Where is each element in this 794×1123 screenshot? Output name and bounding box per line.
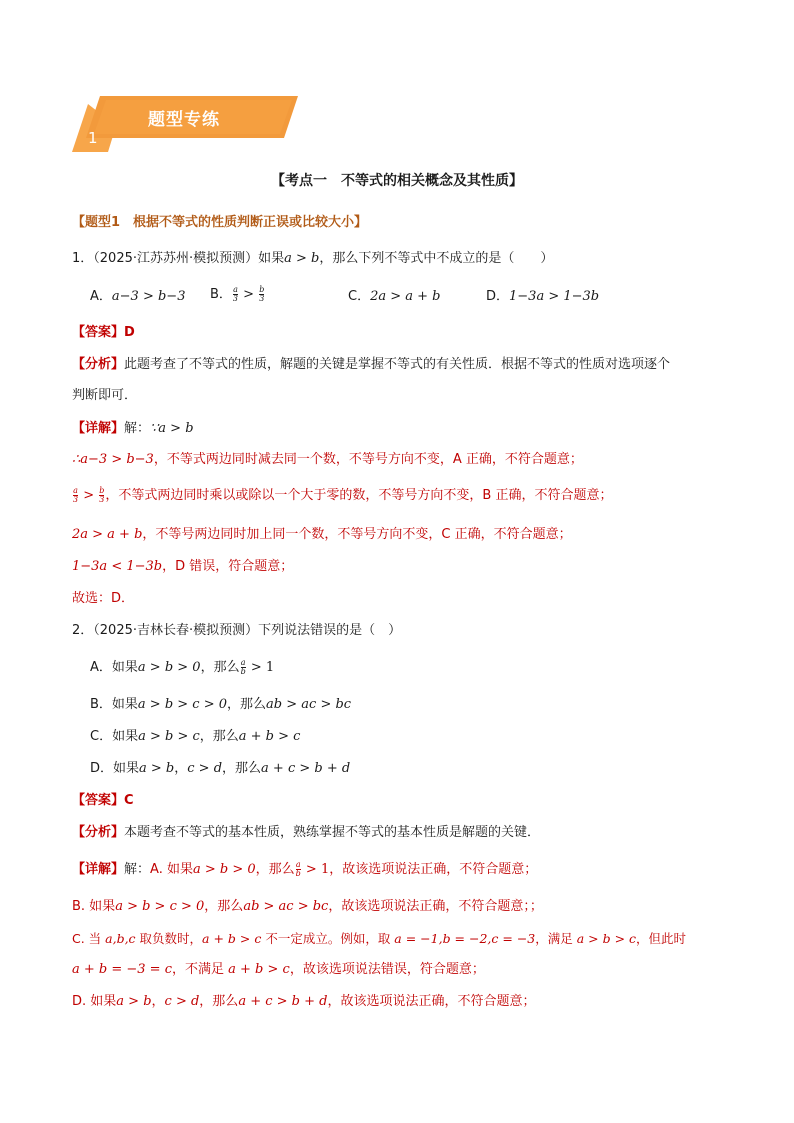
q2-detail-a-text: ，故该选项说法正确，不符合题意； [329, 862, 538, 877]
q1-answer-tag: 【答案】 [72, 325, 125, 340]
q2-option-a-frac: $\frac{a}{b}$ [240, 658, 246, 676]
q1-stem-tail: ，那么下列不等式中不成立的是（ ） [319, 251, 554, 266]
q1-detail-line-a [72, 451, 583, 469]
q1-option-c-label: C． [348, 289, 371, 304]
q1-answer-value: D [124, 325, 135, 340]
q2-detail-c2-text1: ，不满足 [172, 962, 229, 977]
q2-option-d-mid: ，那么 [222, 761, 262, 776]
q2-answer [72, 792, 134, 810]
q1-option-b-label: B． [210, 287, 232, 302]
q2-option-b [90, 696, 351, 714]
q2-detail-d-mid: ，那么 [199, 994, 239, 1009]
q2-option-a-tail: > 1 [246, 660, 275, 675]
q2-detail-line-c1 [72, 930, 686, 948]
q2-detail-c-text1: 取负数时， [135, 931, 203, 946]
q1-detail-line-b-frac2: $\frac{b}{3}$ [99, 486, 105, 504]
q1-analysis-tag: 【分析】 [72, 357, 125, 372]
q1-detail-given: ∵a > b [150, 421, 194, 436]
q1-answer [72, 324, 135, 342]
section-heading: 【考点一 不等式的相关概念及其性质】 [271, 173, 523, 189]
q1-analysis-line1: 此题考查了不等式的性质，解题的关键是掌握不等式的有关性质．根据不等式的性质对选项逐个 [124, 357, 671, 372]
q2-detail-d-math3: a + c > b + d [238, 994, 328, 1009]
q2-option-b-mid: ，那么 [227, 697, 267, 712]
q1-detail [72, 420, 194, 438]
type-heading: 【题型1 根据不等式的性质判断正误或比较大小】 [72, 215, 368, 230]
q2-detail-c2-math1: a + b = −3 = c [72, 962, 172, 977]
q2-detail-c2-text2: ，故该选项说法错误，符合题意； [289, 962, 485, 977]
q1-detail-line-d-text: ，D 错误，符合题意； [162, 559, 294, 574]
q1-option-a-math: a−3 > b−3 [111, 289, 186, 304]
q2-detail-b-math: a > b > c > 0 [115, 899, 205, 914]
q1-detail-tag: 【详解】 [72, 421, 125, 436]
q2-detail-a-frac: $\frac{a}{b}$ [295, 860, 301, 878]
q2-analysis [72, 824, 540, 842]
q1-detail-line-c-text: ，不等号两边同时加上同一个数，不等号方向不变，C 正确，不符合题意； [142, 527, 572, 542]
q2-detail-line-b [72, 898, 543, 916]
q1-option-a [90, 288, 185, 306]
q2-option-b-tail: ab > ac > bc [266, 697, 352, 712]
q1-option-d-math: 1−3a > 1−3b [509, 289, 600, 304]
q2-detail-tag: 【详解】 [72, 862, 125, 877]
q2-answer-value: C [124, 793, 134, 808]
q2-detail-b-mid: ，那么 [204, 899, 244, 914]
q1-detail-line-b-frac1: $\frac{a}{3}$ [73, 486, 79, 504]
q2-detail-c-math2: a + b > c [202, 931, 262, 946]
q2-detail-a-math: a > b > 0 [192, 862, 256, 877]
q2-detail-d-text: ，故该选项说法正确，不符合题意； [327, 994, 536, 1009]
q2-detail-a-mid: ，那么 [255, 862, 295, 877]
q1-detail-line-c-math: 2a > a + b [72, 527, 143, 542]
q2-detail-c-text2: 不一定成立。例如，取 [261, 931, 395, 946]
q2-detail-line-c2 [72, 961, 485, 979]
q1-detail-line-a-math: ∴a−3 > b−3 [72, 452, 154, 467]
q2-detail-d-sep: ， [151, 994, 165, 1009]
q2-detail-c-text4: ，但此时 [636, 931, 687, 946]
q1-detail-line-d [72, 558, 293, 576]
q2-detail-c-text3: ，满足 [535, 931, 577, 946]
q2-detail-c-label: C. 当 [72, 931, 106, 946]
q2-detail-b-text: ，故该选项说法正确，不符合题意；； [328, 899, 543, 914]
q2-answer-tag: 【答案】 [72, 793, 125, 808]
q2-detail-b-label: B. 如果 [72, 899, 116, 914]
q2-detail-d-math2: c > d [164, 994, 200, 1009]
q1-option-c [348, 288, 441, 306]
q2-detail-d-label: D. 如果 [72, 994, 117, 1009]
q2-detail-c2-math2: a + b > c [228, 962, 290, 977]
q2-option-c-math: a > b > c [138, 729, 200, 744]
q1-option-c-math: 2a > a + b [370, 289, 441, 304]
q1-detail-line-b-text: ，不等式两边同时乘以或除以一个大于零的数，不等号方向不变，B 正确，不符合题意； [105, 488, 613, 503]
q2-option-d-label: D．如果 [90, 761, 140, 776]
q1-detail-line-a-text: ，不等式两边同时减去同一个数，不等号方向不变，A 正确，不符合题意； [153, 452, 583, 467]
q2-detail-c-math3: a = −1,b = −2,c = −3 [394, 931, 536, 946]
q2-option-c-label: C．如果 [90, 729, 139, 744]
q1-option-b-frac2: $\frac{b}{3}$ [259, 285, 265, 303]
q1-detail-line-c [72, 526, 572, 544]
q2-detail-c-math4: a > b > c [576, 931, 637, 946]
q2-detail-a-label: A. 如果 [150, 862, 193, 877]
q2-option-d-math1: a > b [139, 761, 175, 776]
q1-stem-math: a > b [284, 251, 320, 266]
q2-option-d-tail: a + c > b + d [261, 761, 351, 776]
q1-detail-lead: 解： [124, 421, 151, 436]
q2-option-a [90, 659, 274, 677]
q1-detail-line-b: $\frac{a}{3}$ > $\frac{b}{3}$ ，不等式两边同时乘以或除以一个大于零的数，不等号方向不变，B 正确，不符合题意； [73, 486, 613, 504]
q2-detail-b-math2: ab > ac > bc [243, 899, 329, 914]
q1-choose: 故选：D． [72, 591, 135, 606]
q1-option-b: B． $\frac{a}{3}$ > $\frac{b}{3}$ [210, 285, 265, 303]
q1-option-d [486, 288, 599, 306]
q2-detail-a-tail-math: > 1 [301, 862, 330, 877]
q2-analysis-text: 本题考查不等式的基本性质，熟练掌握不等式的基本性质是解题的关键． [124, 825, 541, 840]
q2-option-a-label: A．如果 [90, 660, 138, 675]
q2-detail-line-d [72, 993, 535, 1011]
q1-stem-text: 1．（2025·江苏苏州·模拟预测）如果 [72, 251, 285, 266]
q1-detail-line-d-math: 1−3a < 1−3b [72, 559, 163, 574]
q2-option-c-tail: a + b > c [238, 729, 301, 744]
q2-option-b-math: a > b > c > 0 [137, 697, 228, 712]
q2-option-d-math2: c > d [187, 761, 223, 776]
q1-stem [72, 250, 553, 268]
q2-detail-line-a [72, 861, 537, 879]
q2-option-b-label: B．如果 [90, 697, 138, 712]
banner-number: 1 [88, 129, 98, 147]
q1-analysis-line2: 判断即可． [72, 388, 138, 403]
q2-option-a-math: a > b > 0 [137, 660, 201, 675]
q2-option-c [90, 728, 300, 746]
q1-option-a-label: A． [90, 289, 112, 304]
q1-option-b-frac1: $\frac{a}{3}$ [232, 285, 239, 303]
q2-stem: 2．（2025·吉林长春·模拟预测）下列说法错误的是（ ） [72, 623, 402, 638]
q2-analysis-tag: 【分析】 [72, 825, 125, 840]
q2-detail-lead: 解： [124, 862, 151, 877]
section-banner [72, 96, 304, 158]
q2-detail-c-math1: a,b,c [105, 931, 136, 946]
q1-option-d-label: D． [486, 289, 510, 304]
q1-analysis [72, 356, 670, 374]
banner-title: 题型专练 [148, 110, 220, 130]
q2-option-a-mid: ，那么 [200, 660, 240, 675]
q2-option-d [90, 760, 350, 778]
q2-option-d-sep: ， [174, 761, 188, 776]
q2-option-c-mid: ，那么 [199, 729, 239, 744]
q2-detail-d-math1: a > b [116, 994, 152, 1009]
